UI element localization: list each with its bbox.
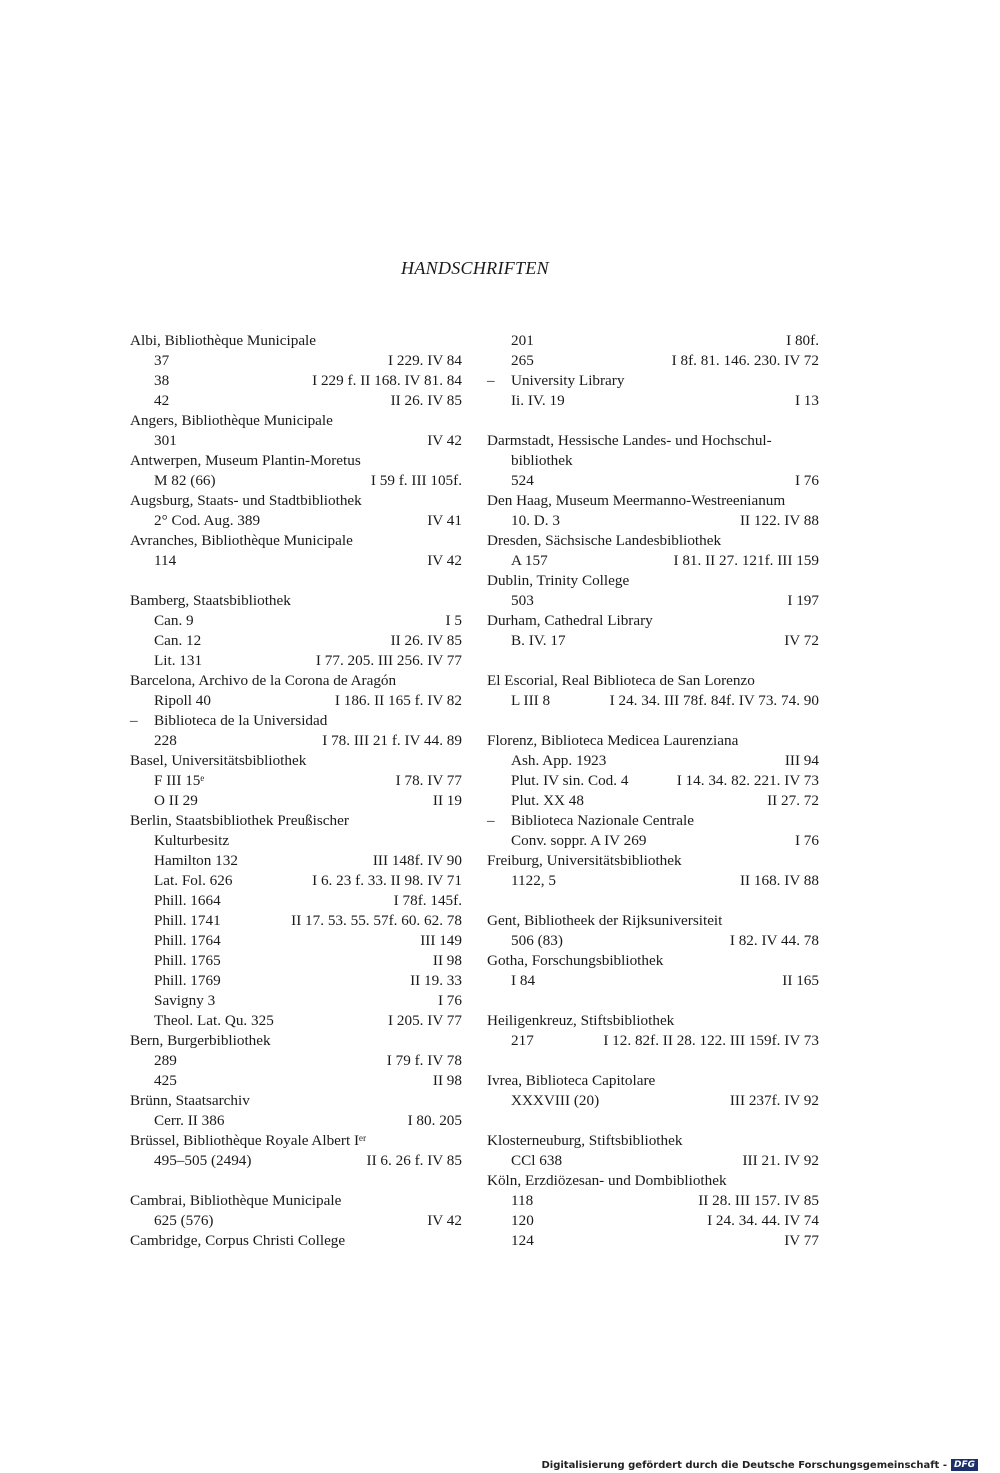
page-references: I 82. IV 44. 78 (729, 932, 819, 949)
page-references: IV 41 (427, 512, 462, 529)
manuscript-entry (487, 391, 819, 411)
shelfmark: CCl 638 (511, 1152, 563, 1169)
manuscript-entry (487, 1031, 819, 1051)
shelfmark: Ash. App. 1923 (511, 752, 607, 769)
shelfmark: F III 15ᵉ (154, 772, 205, 789)
page-references: I 59 f. III 105f. (370, 472, 462, 489)
manuscript-entry (130, 731, 462, 751)
manuscript-entry (487, 631, 819, 651)
manuscript-entry (487, 551, 819, 571)
manuscript-entry (130, 951, 462, 971)
shelfmark: I 84 (511, 972, 536, 989)
manuscript-entry (130, 911, 462, 931)
shelfmark: 265 (511, 352, 534, 369)
page-references: III 94 (784, 752, 819, 769)
shelfmark: Phill. 1764 (154, 932, 221, 949)
library-heading: Barcelona, Archivo de la Corona de Aragón (130, 672, 397, 689)
shelfmark: Hamilton 132 (154, 852, 238, 869)
manuscript-entry (130, 851, 462, 871)
library-heading: Avranches, Bibliothèque Municipale (130, 532, 353, 549)
page-references: I 229. IV 84 (388, 352, 462, 369)
manuscript-entry (487, 831, 819, 851)
shelfmark: 503 (511, 592, 534, 609)
manuscript-entry (130, 891, 462, 911)
manuscript-entry (487, 871, 819, 891)
shelfmark: 10. D. 3 (511, 512, 560, 529)
page-references: II 6. 26 f. IV 85 (366, 1152, 462, 1169)
spacer (487, 711, 819, 731)
page-references: II 19 (432, 792, 462, 809)
page-references: I 6. 23 f. 33. II 98. IV 71 (312, 872, 462, 889)
library-heading: Augsburg, Staats- und Stadtbibliothek (130, 492, 362, 509)
shelfmark: Can. 9 (154, 612, 194, 629)
index-column-right (487, 331, 819, 1251)
library-heading: Brüssel, Bibliothèque Royale Albert Iᵉʳ (130, 1132, 367, 1149)
manuscript-entry (130, 391, 462, 411)
library-heading: Angers, Bibliothèque Municipale (130, 412, 333, 429)
spacer (487, 411, 819, 431)
shelfmark: 506 (83) (511, 932, 563, 949)
footer-credit (541, 1459, 978, 1471)
shelfmark: 1122, 5 (511, 872, 556, 889)
sub-library-name: – Biblioteca Nazionale Centrale (487, 811, 694, 831)
manuscript-entry (487, 471, 819, 491)
manuscript-entry (130, 1051, 462, 1071)
page-references: I 76 (437, 992, 462, 1009)
index-column-left (130, 331, 462, 1251)
footer-text: Digitalisierung gefördert durch die Deutsche Forschungsgemeinschaft - (541, 1459, 947, 1471)
library-heading: El Escorial, Real Biblioteca de San Lorenzo (487, 672, 755, 689)
sub-library-heading (487, 811, 819, 831)
manuscript-entry (487, 971, 819, 991)
library-heading: Cambrai, Bibliothèque Municipale (130, 1192, 342, 1209)
page-references: I 79 f. IV 78 (386, 1052, 462, 1069)
library-heading: Gotha, Forschungsbibliothek (487, 952, 664, 969)
page-references: II 168. IV 88 (739, 872, 819, 889)
shelfmark: Theol. Lat. Qu. 325 (154, 1012, 274, 1029)
shelfmark: 625 (576) (154, 1212, 214, 1229)
shelfmark: Phill. 1765 (154, 952, 221, 969)
page-references: II 165 (782, 972, 819, 989)
library-heading: Albi, Bibliothèque Municipale (130, 332, 317, 349)
shelfmark: XXXVIII (20) (511, 1092, 600, 1109)
page-title: HANDSCHRIFTEN (401, 258, 549, 278)
shelfmark: 42 (154, 392, 170, 409)
library-heading: Darmstadt, Hessische Landes- und Hochschul- (487, 432, 772, 449)
page-references: II 98 (432, 952, 462, 969)
manuscript-entry (487, 331, 819, 351)
manuscript-entry (487, 751, 819, 771)
page-references: I 78. IV 77 (395, 772, 462, 789)
page-references: I 80. 205 (407, 1112, 462, 1129)
shelfmark: Can. 12 (154, 632, 202, 649)
manuscript-entry (130, 971, 462, 991)
manuscript-entry (130, 551, 462, 571)
page-references: I 186. II 165 f. IV 82 (334, 692, 462, 709)
shelfmark: L III 8 (511, 692, 551, 709)
page-references: I 205. IV 77 (388, 1012, 462, 1029)
manuscript-entry (487, 1191, 819, 1211)
shelfmark: 37 (154, 352, 170, 369)
page-references: I 12. 82f. II 28. 122. III 159f. IV 73 (603, 1032, 819, 1049)
page-references: III 21. IV 92 (742, 1152, 819, 1169)
page-references: IV 42 (427, 432, 462, 449)
library-heading-continuation: bibliothek (511, 452, 573, 469)
page-references: II 28. III 157. IV 85 (698, 1192, 819, 1209)
page-references: I 78. III 21 f. IV 44. 89 (322, 732, 462, 749)
manuscript-entry (130, 1111, 462, 1131)
page-references: I 76 (794, 472, 819, 489)
spacer (487, 651, 819, 671)
shelfmark: 2° Cod. Aug. 389 (154, 512, 261, 529)
manuscript-entry (130, 631, 462, 651)
manuscript-entry (487, 691, 819, 711)
library-heading: Berlin, Staatsbibliothek Preußischer (130, 812, 349, 829)
page-references: I 78f. 145f. (393, 892, 462, 909)
page-references: II 122. IV 88 (739, 512, 819, 529)
shelfmark: 524 (511, 472, 534, 489)
library-heading: Bamberg, Staatsbibliothek (130, 592, 291, 609)
library-heading: Gent, Bibliotheek der Rijksuniversiteit (487, 912, 723, 929)
manuscript-entry (130, 511, 462, 531)
manuscript-entry (130, 871, 462, 891)
page-references: IV 42 (427, 1212, 462, 1229)
manuscript-entry (130, 771, 462, 791)
shelfmark: Cerr. II 386 (154, 1112, 225, 1129)
sub-library-heading (487, 371, 819, 391)
page-references: I 76 (794, 832, 819, 849)
shelfmark: 201 (511, 332, 534, 349)
shelfmark: Lat. Fol. 626 (154, 872, 233, 889)
shelfmark: 425 (154, 1072, 177, 1089)
shelfmark: 495–505 (2494) (154, 1152, 252, 1169)
manuscript-entry (130, 931, 462, 951)
shelfmark: Ii. IV. 19 (511, 392, 565, 409)
library-heading: Antwerpen, Museum Plantin-Moretus (130, 452, 361, 469)
library-heading: Dresden, Sächsische Landesbibliothek (487, 532, 722, 549)
library-heading: Freiburg, Universitätsbibliothek (487, 852, 682, 869)
page-references: II 17. 53. 55. 57f. 60. 62. 78 (291, 912, 462, 929)
manuscript-entry (487, 511, 819, 531)
page-references: I 80f. (786, 332, 819, 349)
shelfmark: Phill. 1741 (154, 912, 221, 929)
manuscript-entry (130, 991, 462, 1011)
page-references: III 149 (420, 932, 462, 949)
page-references: I 24. 34. III 78f. 84f. IV 73. 74. 90 (609, 692, 819, 709)
manuscript-entry (487, 591, 819, 611)
spacer (130, 1171, 462, 1191)
page-references: II 27. 72 (767, 792, 819, 809)
page-references: II 19. 33 (410, 972, 462, 989)
spacer (487, 1051, 819, 1071)
library-heading: Durham, Cathedral Library (487, 612, 653, 629)
library-heading-continuation: Kulturbesitz (154, 832, 230, 849)
shelfmark: Phill. 1664 (154, 892, 221, 909)
page-references: III 237f. IV 92 (729, 1092, 819, 1109)
shelfmark: 124 (511, 1232, 534, 1249)
shelfmark: 217 (511, 1032, 534, 1049)
page-references: IV 72 (784, 632, 819, 649)
shelfmark: Conv. soppr. A IV 269 (511, 832, 647, 849)
manuscript-entry (487, 1231, 819, 1251)
library-heading: Ivrea, Biblioteca Capitolare (487, 1072, 656, 1089)
shelfmark: A 157 (511, 552, 548, 569)
shelfmark: 38 (154, 372, 170, 389)
shelfmark: Lit. 131 (154, 652, 203, 669)
shelfmark: 289 (154, 1052, 177, 1069)
sub-library-name: – University Library (487, 371, 624, 391)
manuscript-entry (130, 371, 462, 391)
page-references: I 14. 34. 82. 221. IV 73 (676, 772, 819, 789)
shelfmark: 114 (154, 552, 177, 569)
library-heading: Den Haag, Museum Meermanno-Westreenianum (487, 492, 786, 509)
library-heading: Brünn, Staatsarchiv (130, 1092, 250, 1109)
manuscript-entry (130, 1011, 462, 1031)
page-references: I 24. 34. 44. IV 74 (707, 1212, 819, 1229)
library-heading: Dublin, Trinity College (487, 572, 630, 589)
page-references: I 77. 205. III 256. IV 77 (315, 652, 462, 669)
manuscript-entry (130, 1151, 462, 1171)
page-references: I 81. II 27. 121f. III 159 (673, 552, 819, 569)
spacer (130, 571, 462, 591)
spacer (487, 991, 819, 1011)
shelfmark: B. IV. 17 (511, 632, 566, 649)
page-references: I 8f. 81. 146. 230. IV 72 (671, 352, 819, 369)
page-references: II 98 (432, 1072, 462, 1089)
library-heading: Heiligenkreuz, Stiftsbibliothek (487, 1012, 675, 1029)
spacer (487, 1111, 819, 1131)
manuscript-entry (130, 471, 462, 491)
page-references: II 26. IV 85 (390, 632, 462, 649)
spacer (487, 891, 819, 911)
manuscript-entry (487, 351, 819, 371)
manuscript-entry (130, 1071, 462, 1091)
shelfmark: Phill. 1769 (154, 972, 221, 989)
manuscript-entry (487, 1091, 819, 1111)
shelfmark: O II 29 (154, 792, 198, 809)
dfg-logo: DFG (951, 1459, 978, 1471)
manuscript-entry (487, 1151, 819, 1171)
manuscript-entry (487, 931, 819, 951)
page-references: IV 77 (784, 1232, 819, 1249)
shelfmark: M 82 (66) (154, 472, 216, 489)
manuscript-entry (130, 351, 462, 371)
shelfmark: Plut. IV sin. Cod. 4 (511, 772, 629, 789)
library-heading: Basel, Universitätsbibliothek (130, 752, 307, 769)
sub-library-heading (130, 711, 462, 731)
page-references: I 5 (445, 612, 462, 629)
manuscript-entry (130, 791, 462, 811)
manuscript-entry (130, 611, 462, 631)
manuscript-entry (487, 791, 819, 811)
library-heading: Bern, Burgerbibliothek (130, 1032, 271, 1049)
manuscript-entry (487, 1211, 819, 1231)
library-heading: Cambridge, Corpus Christi College (130, 1232, 346, 1249)
manuscript-entry (130, 431, 462, 451)
manuscript-entry (130, 651, 462, 671)
shelfmark: 228 (154, 732, 177, 749)
manuscript-entry (487, 771, 819, 791)
library-heading: Florenz, Biblioteca Medicea Laurenziana (487, 732, 739, 749)
page-references: I 197 (787, 592, 819, 609)
page-references: II 26. IV 85 (390, 392, 462, 409)
manuscript-entry (130, 691, 462, 711)
shelfmark: 120 (511, 1212, 534, 1229)
shelfmark: 118 (511, 1192, 534, 1209)
shelfmark: Savigny 3 (154, 992, 216, 1009)
shelfmark: 301 (154, 432, 177, 449)
page-references: I 13 (794, 392, 819, 409)
sub-library-name: – Biblioteca de la Universidad (130, 711, 327, 731)
shelfmark: Ripoll 40 (154, 692, 211, 709)
page-references: I 229 f. II 168. IV 81. 84 (312, 372, 462, 389)
library-heading: Köln, Erzdiözesan- und Dombibliothek (487, 1172, 727, 1189)
manuscript-entry (130, 1211, 462, 1231)
page-references: III 148f. IV 90 (372, 852, 462, 869)
library-heading: Klosterneuburg, Stiftsbibliothek (487, 1132, 683, 1149)
page-references: IV 42 (427, 552, 462, 569)
shelfmark: Plut. XX 48 (511, 792, 584, 809)
